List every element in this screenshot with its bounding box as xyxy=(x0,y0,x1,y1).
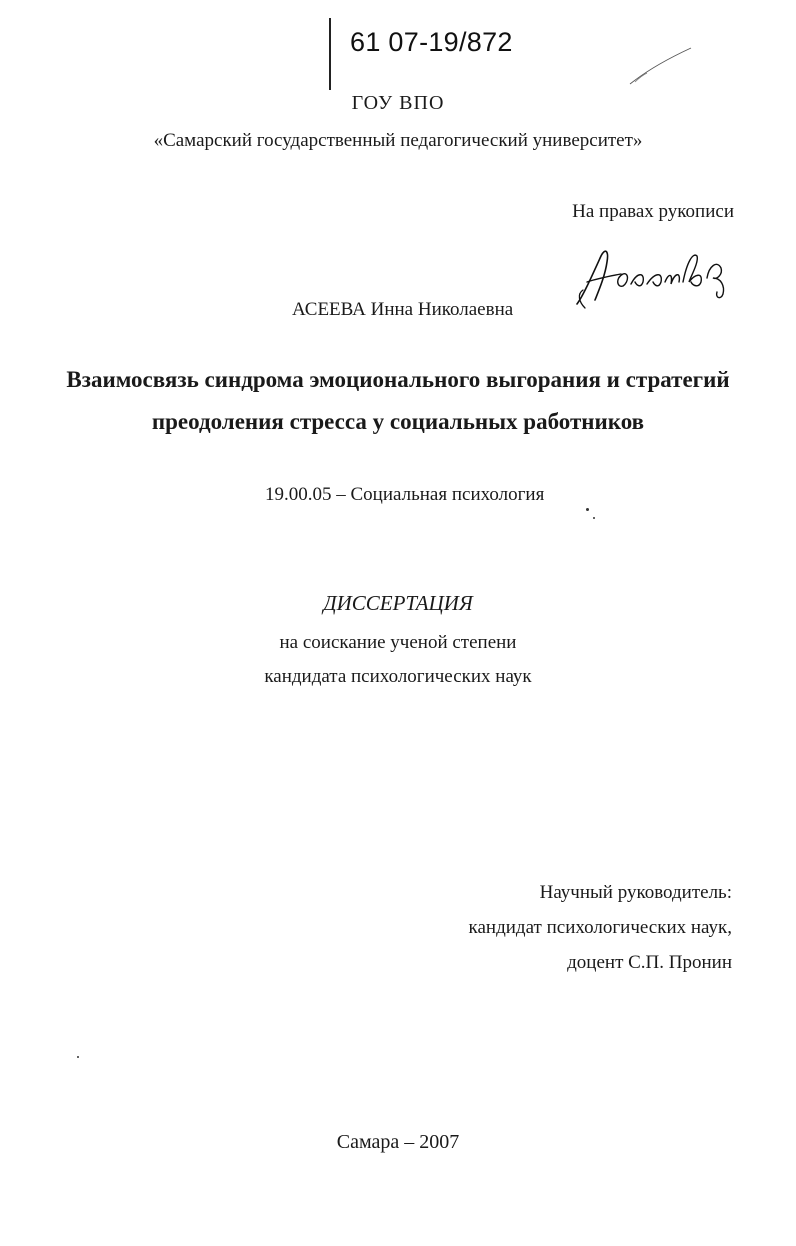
place-and-year: Самара – 2007 xyxy=(336,1131,460,1153)
scan-speck xyxy=(586,508,589,511)
author-name: АСЕЕВА Инна Николаевна xyxy=(292,299,514,320)
document-type: ДИССЕРТАЦИЯ xyxy=(323,591,473,615)
archive-stamp-number: 61 07-19/872 xyxy=(350,27,513,57)
stamp-vertical-line xyxy=(329,18,331,90)
organization-type: ГОУ ВПО xyxy=(351,92,445,114)
dissertation-title-line-1: Взаимосвязь синдрома эмоционального выгорания и стратегий xyxy=(66,367,730,392)
university-name: «Самарский государственный педагогический университет» xyxy=(153,130,643,151)
dissertation-title-line-2: преодоления стресса у социальных работников xyxy=(151,409,645,434)
supervisor-degree: кандидат психологических наук, xyxy=(468,917,732,938)
scan-speck xyxy=(593,517,595,519)
scan-speck xyxy=(77,1056,79,1058)
supervisor-label: Научный руководитель: xyxy=(539,882,732,903)
specialty-code: 19.00.05 – Социальная психология xyxy=(265,484,545,505)
supervisor-name: доцент С.П. Пронин xyxy=(567,952,732,973)
pen-stroke-mark xyxy=(625,42,695,92)
handwritten-signature xyxy=(565,238,740,313)
degree-line-1: на соискание ученой степени xyxy=(279,632,517,653)
degree-line-2: кандидата психологических наук xyxy=(264,666,532,687)
manuscript-rights-note: На правах рукописи xyxy=(572,201,734,222)
